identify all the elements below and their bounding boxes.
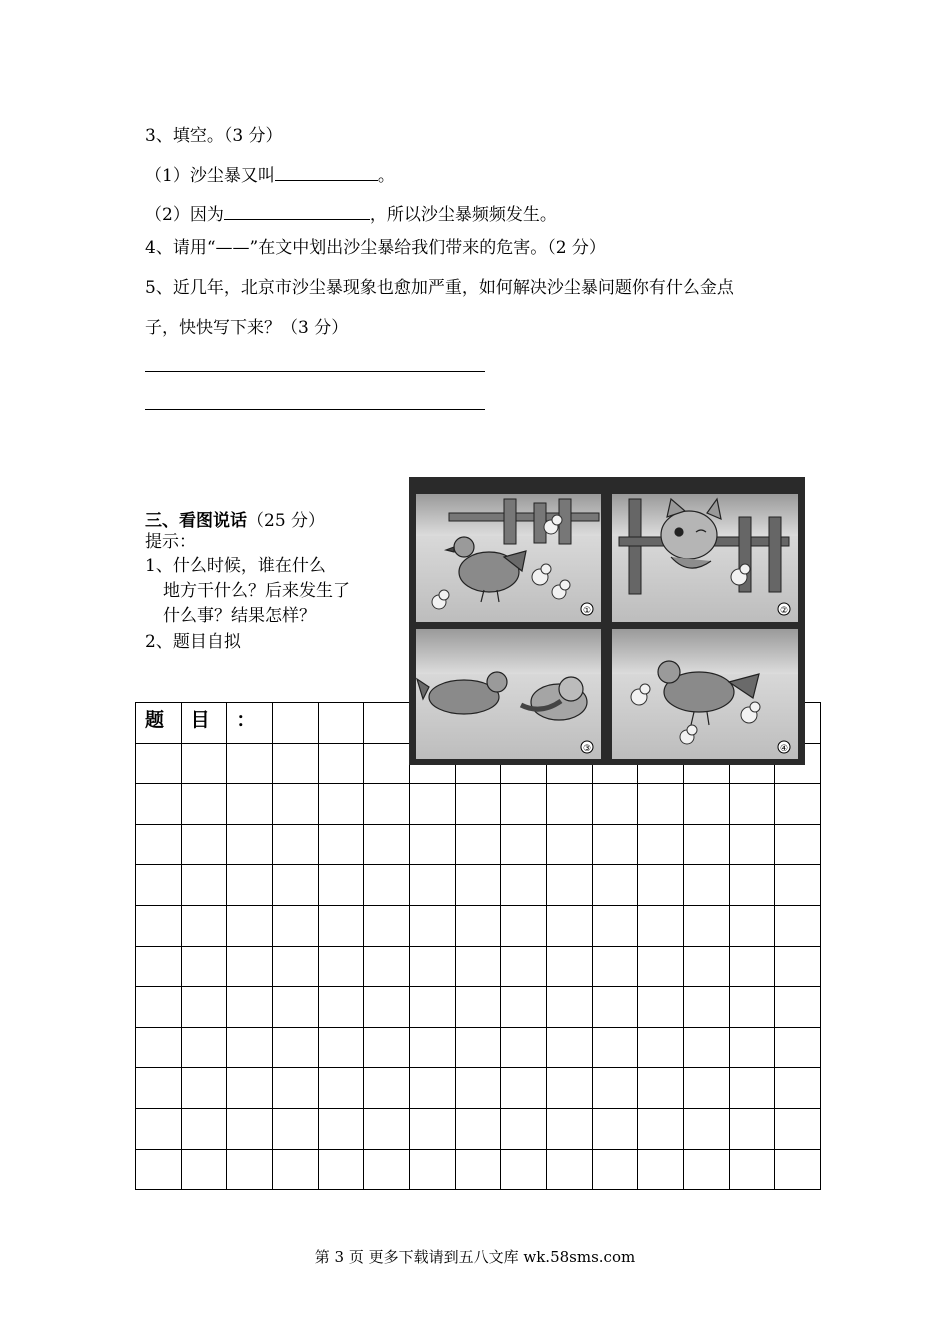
grid-cell[interactable] — [455, 946, 502, 988]
grid-cell[interactable] — [637, 1027, 684, 1069]
grid-cell[interactable] — [729, 1149, 776, 1191]
composition-grid — [135, 702, 820, 1190]
question-5-line2: 子，快快写下来？（3 分） — [145, 318, 349, 338]
grid-cell[interactable] — [409, 1149, 456, 1191]
grid-cell[interactable] — [226, 946, 273, 988]
grid-cell[interactable] — [135, 1149, 182, 1191]
grid-cell[interactable] — [546, 946, 593, 988]
title-char: ： — [236, 709, 256, 731]
story-picture — [409, 477, 805, 765]
grid-cell[interactable] — [226, 1067, 273, 1109]
grid-cell[interactable] — [592, 783, 639, 825]
grid-cell[interactable] — [500, 1149, 547, 1191]
hint-1-line3: 什么事？结果怎样？ — [163, 606, 316, 626]
grid-cell[interactable] — [729, 864, 776, 906]
grid-cell[interactable] — [500, 905, 547, 947]
grid-cell[interactable] — [135, 783, 182, 825]
grid-cell[interactable] — [500, 986, 547, 1028]
grid-cell[interactable] — [272, 783, 319, 825]
grid-cell[interactable] — [774, 946, 821, 988]
grid-cell[interactable] — [546, 986, 593, 1028]
question-3-1-suffix: 。 — [377, 166, 395, 186]
grid-cell[interactable] — [409, 905, 456, 947]
grid-cell[interactable] — [226, 1027, 273, 1069]
grid-cell[interactable] — [363, 1067, 410, 1109]
grid-cell[interactable] — [318, 864, 365, 906]
grid-cell[interactable] — [683, 1027, 730, 1069]
grid-cell[interactable] — [455, 905, 502, 947]
grid-cell[interactable] — [774, 986, 821, 1028]
grid-cell[interactable] — [272, 864, 319, 906]
panel-1-number: ① — [582, 606, 592, 616]
grid-cell[interactable] — [181, 824, 228, 866]
grid-cell[interactable] — [363, 905, 410, 947]
question-3-2 — [145, 203, 557, 225]
grid-cell[interactable] — [135, 824, 182, 866]
panel-3-number: ③ — [582, 744, 592, 754]
grid-cell[interactable] — [455, 783, 502, 825]
grid-cell[interactable] — [500, 864, 547, 906]
grid-cell[interactable] — [318, 986, 365, 1028]
grid-cell[interactable] — [637, 1108, 684, 1150]
grid-cell[interactable] — [363, 1027, 410, 1069]
grid-cell[interactable] — [455, 824, 502, 866]
grid-cell[interactable] — [774, 1027, 821, 1069]
grid-cell[interactable] — [409, 1108, 456, 1150]
grid-cell[interactable] — [683, 1149, 730, 1191]
grid-cell[interactable] — [546, 1067, 593, 1109]
grid-cell[interactable] — [683, 905, 730, 947]
grid-cell[interactable] — [592, 986, 639, 1028]
grid-cell[interactable] — [363, 1108, 410, 1150]
panel-2 — [612, 494, 798, 622]
grid-cell[interactable] — [409, 824, 456, 866]
grid-cell[interactable] — [592, 1108, 639, 1150]
grid-cell[interactable] — [729, 783, 776, 825]
grid-cell[interactable] — [318, 1108, 365, 1150]
grid-cell[interactable] — [135, 986, 182, 1028]
grid-cell[interactable] — [637, 986, 684, 1028]
grid-cell[interactable] — [774, 1149, 821, 1191]
grid-cell[interactable] — [546, 864, 593, 906]
grid-cell[interactable] — [363, 783, 410, 825]
grid-cell[interactable] — [318, 946, 365, 988]
grid-cell[interactable] — [226, 743, 273, 785]
grid-cell[interactable] — [272, 743, 319, 785]
question-4: 4、请用“——”在文中划出沙尘暴给我们带来的危害。（2 分） — [145, 238, 606, 258]
grid-cell[interactable] — [409, 864, 456, 906]
grid-cell[interactable] — [318, 905, 365, 947]
grid-cell[interactable] — [592, 946, 639, 988]
grid-cell[interactable] — [272, 986, 319, 1028]
grid-cell[interactable] — [226, 864, 273, 906]
grid-cell[interactable] — [774, 1067, 821, 1109]
grid-cell[interactable] — [181, 1027, 228, 1069]
section-3-title-text: 三、看图说话 — [145, 511, 247, 531]
title-char: 题 — [145, 709, 165, 731]
grid-cell[interactable] — [592, 1027, 639, 1069]
grid-cell[interactable] — [272, 1149, 319, 1191]
grid-cell[interactable] — [363, 743, 410, 785]
answer-line-2[interactable] — [145, 409, 485, 410]
grid-cell[interactable] — [729, 986, 776, 1028]
panel-4-number: ④ — [779, 744, 789, 754]
grid-cell[interactable] — [592, 1149, 639, 1191]
grid-cell[interactable] — [546, 783, 593, 825]
grid-cell[interactable] — [729, 1067, 776, 1109]
grid-cell[interactable] — [546, 824, 593, 866]
grid-cell[interactable] — [500, 824, 547, 866]
grid-cell[interactable] — [774, 824, 821, 866]
grid-cell[interactable] — [546, 1108, 593, 1150]
grid-cell[interactable] — [729, 905, 776, 947]
grid-cell[interactable] — [318, 783, 365, 825]
grid-cell[interactable] — [272, 1067, 319, 1109]
hint-1-line2: 地方干什么？后来发生了 — [163, 581, 350, 601]
question-5-line1: 5、近几年，北京市沙尘暴现象也愈加严重，如何解决沙尘暴问题你有什么金点 — [145, 278, 734, 298]
fill-blank-2[interactable] — [224, 203, 370, 220]
grid-cell[interactable] — [774, 783, 821, 825]
grid-cell[interactable] — [181, 986, 228, 1028]
panel-3 — [416, 629, 601, 759]
grid-cell[interactable] — [637, 946, 684, 988]
title-grid-cell[interactable] — [363, 702, 410, 744]
grid-cell[interactable] — [637, 783, 684, 825]
grid-cell[interactable] — [135, 1067, 182, 1109]
hint-1-line1: 1、什么时候，谁在什么 — [145, 556, 326, 576]
grid-cell[interactable] — [592, 1067, 639, 1109]
fill-blank-1[interactable] — [275, 164, 378, 181]
question-3-1 — [145, 164, 395, 186]
grid-cell[interactable] — [683, 783, 730, 825]
grid-cell[interactable] — [774, 1108, 821, 1150]
grid-cell[interactable] — [135, 1027, 182, 1069]
grid-cell[interactable] — [363, 1149, 410, 1191]
grid-cell[interactable] — [729, 824, 776, 866]
grid-cell[interactable] — [729, 1027, 776, 1069]
question-3-title: 3、填空。（3 分） — [145, 126, 283, 146]
grid-cell[interactable] — [226, 783, 273, 825]
grid-cell[interactable] — [500, 946, 547, 988]
page-footer: 第 3 页 更多下载请到五八文库 wk.58sms.com — [314, 1248, 636, 1266]
grid-cell[interactable] — [683, 946, 730, 988]
grid-cell[interactable] — [500, 783, 547, 825]
section-3-points: （25 分） — [247, 511, 326, 531]
panel-2-number: ② — [779, 606, 789, 616]
grid-cell[interactable] — [637, 905, 684, 947]
grid-cell[interactable] — [135, 946, 182, 988]
panel-1 — [416, 494, 601, 622]
grid-cell[interactable] — [135, 743, 182, 785]
grid-cell[interactable] — [683, 986, 730, 1028]
grid-cell[interactable] — [318, 1149, 365, 1191]
grid-cell[interactable] — [637, 864, 684, 906]
grid-cell[interactable] — [226, 986, 273, 1028]
story-picture-svg — [409, 477, 805, 765]
grid-cell[interactable] — [318, 1067, 365, 1109]
grid-cell[interactable] — [318, 743, 365, 785]
grid-cell[interactable] — [272, 946, 319, 988]
grid-cell[interactable] — [455, 1149, 502, 1191]
grid-cell[interactable] — [592, 824, 639, 866]
grid-cell[interactable] — [500, 1108, 547, 1150]
grid-cell[interactable] — [592, 864, 639, 906]
grid-cell[interactable] — [363, 946, 410, 988]
grid-cell[interactable] — [409, 1067, 456, 1109]
grid-cell[interactable] — [135, 864, 182, 906]
grid-cell[interactable] — [546, 1027, 593, 1069]
grid-cell[interactable] — [409, 1027, 456, 1069]
grid-cell[interactable] — [637, 1149, 684, 1191]
question-3-2-prefix: （2）因为 — [145, 205, 224, 225]
grid-cell[interactable] — [318, 824, 365, 866]
grid-cell[interactable] — [455, 986, 502, 1028]
grid-cell[interactable] — [226, 1149, 273, 1191]
grid-cell[interactable] — [729, 1108, 776, 1150]
title-char: 目 — [190, 709, 210, 731]
grid-cell[interactable] — [181, 905, 228, 947]
question-3-2-suffix: ，所以沙尘暴频频发生。 — [369, 205, 557, 225]
panel-4 — [612, 629, 798, 759]
grid-cell[interactable] — [637, 1067, 684, 1109]
grid-cell[interactable] — [226, 824, 273, 866]
grid-cell[interactable] — [683, 864, 730, 906]
grid-cell[interactable] — [546, 905, 593, 947]
title-grid-cell[interactable] — [318, 702, 365, 744]
grid-cell[interactable] — [500, 1067, 547, 1109]
grid-cell[interactable] — [226, 905, 273, 947]
grid-cell[interactable] — [135, 905, 182, 947]
grid-cell[interactable] — [363, 864, 410, 906]
section-3-title — [145, 506, 325, 531]
grid-cell[interactable] — [683, 1108, 730, 1150]
grid-cell[interactable] — [272, 1108, 319, 1150]
grid-cell[interactable] — [683, 824, 730, 866]
grid-cell[interactable] — [226, 1108, 273, 1150]
grid-cell[interactable] — [455, 1108, 502, 1150]
grid-cell[interactable] — [272, 1027, 319, 1069]
answer-line-1[interactable] — [145, 371, 485, 372]
grid-cell[interactable] — [181, 1108, 228, 1150]
grid-cell[interactable] — [409, 946, 456, 988]
grid-cell[interactable] — [181, 783, 228, 825]
grid-cell[interactable] — [637, 824, 684, 866]
grid-cell[interactable] — [455, 864, 502, 906]
grid-cell[interactable] — [592, 905, 639, 947]
question-3-1-prefix: （1）沙尘暴又叫 — [145, 166, 275, 186]
grid-cell[interactable] — [181, 743, 228, 785]
grid-cell[interactable] — [774, 905, 821, 947]
grid-cell[interactable] — [181, 946, 228, 988]
grid-cell[interactable] — [272, 824, 319, 866]
grid-cell[interactable] — [181, 1149, 228, 1191]
hint-2: 2、题目自拟 — [145, 632, 241, 652]
grid-cell[interactable] — [774, 864, 821, 906]
grid-cell[interactable] — [500, 1027, 547, 1069]
grid-cell[interactable] — [363, 824, 410, 866]
grid-cell[interactable] — [272, 905, 319, 947]
grid-cell[interactable] — [181, 1067, 228, 1109]
grid-cell[interactable] — [409, 783, 456, 825]
title-grid-cell[interactable] — [272, 702, 319, 744]
grid-cell[interactable] — [135, 1108, 182, 1150]
grid-cell[interactable] — [409, 986, 456, 1028]
grid-cell[interactable] — [318, 1027, 365, 1069]
grid-cell[interactable] — [455, 1067, 502, 1109]
grid-cell[interactable] — [455, 1027, 502, 1069]
hint-label: 提示： — [145, 532, 196, 552]
grid-cell[interactable] — [683, 1067, 730, 1109]
grid-cell[interactable] — [546, 1149, 593, 1191]
grid-cell[interactable] — [363, 986, 410, 1028]
grid-cell[interactable] — [729, 946, 776, 988]
grid-cell[interactable] — [181, 864, 228, 906]
